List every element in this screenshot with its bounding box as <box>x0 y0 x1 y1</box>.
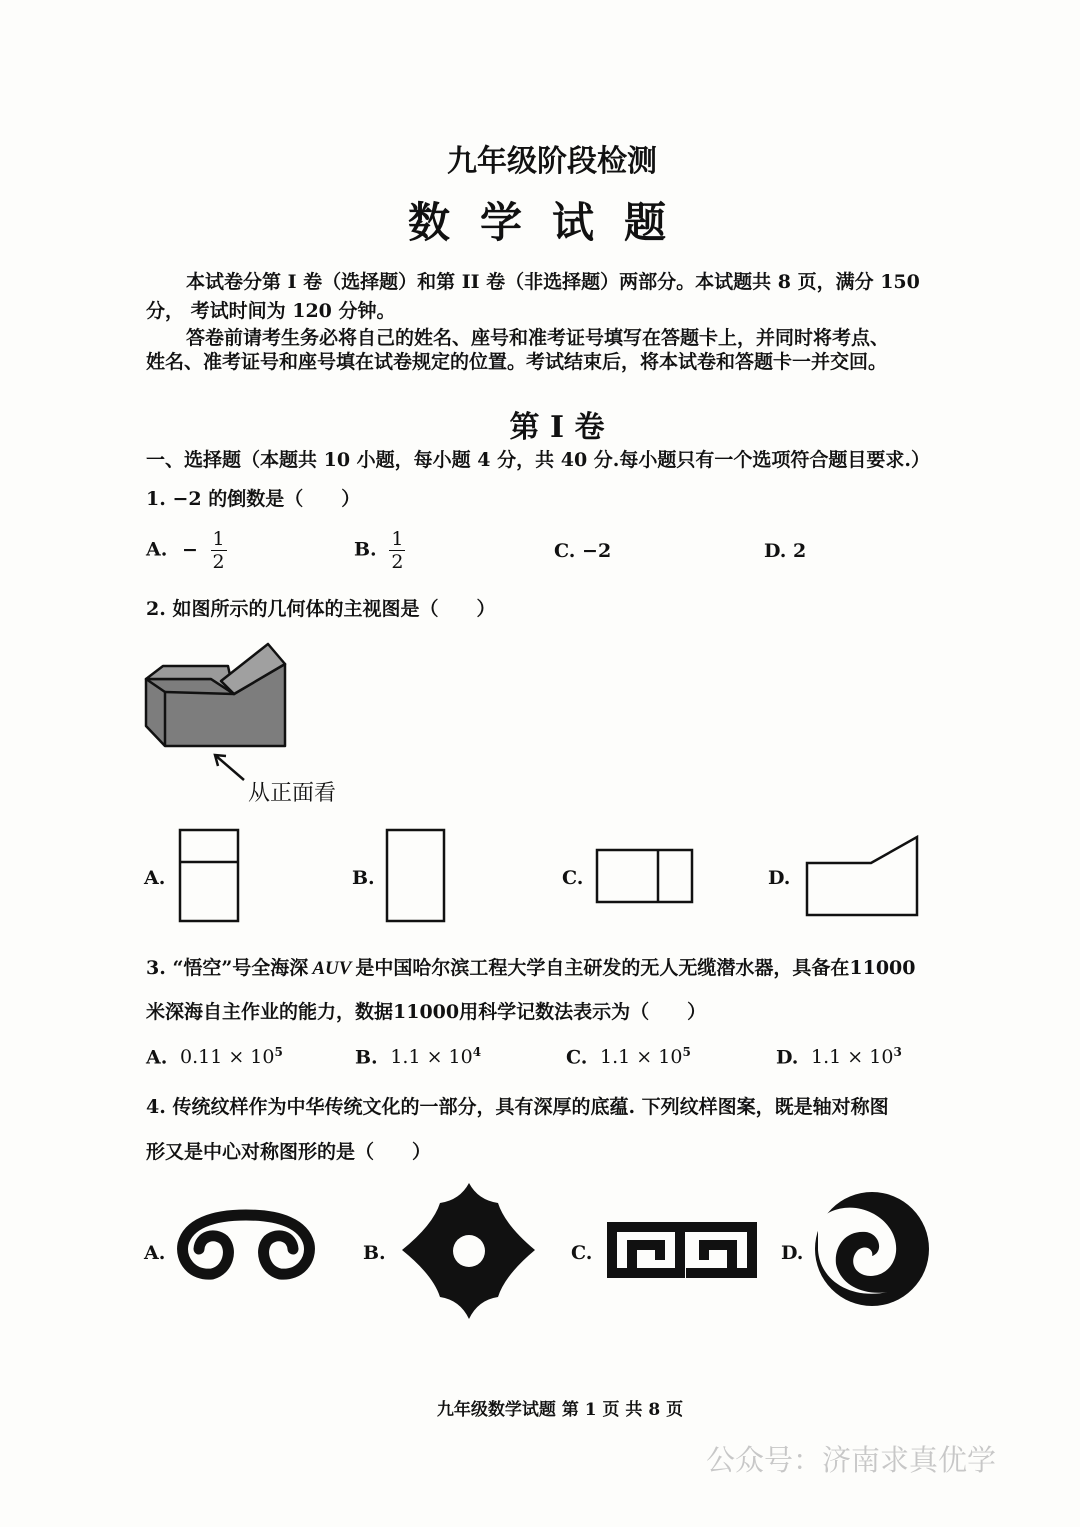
q3-c-exponent: 5 <box>682 1045 691 1059</box>
q4-option-b-star-pattern <box>402 1183 535 1319</box>
q3-line-1-pre: 3. “悟空”号全海深 <box>146 957 309 979</box>
q4-option-a: A. <box>144 1242 166 1264</box>
q3-d-exponent: 3 <box>893 1045 902 1059</box>
q3-option-d <box>776 1045 902 1068</box>
q1-a-sign: − <box>181 538 198 561</box>
q4-line-2: 形又是中心对称图形的是（ ） <box>146 1141 432 1163</box>
geometric-solid-figure <box>146 644 285 746</box>
q3-option-c <box>566 1045 691 1068</box>
q1-a-numerator: 1 <box>212 528 225 550</box>
q3-b-label: B. <box>355 1046 378 1069</box>
q1-stem: 1. −2 的倒数是（ ） <box>146 488 361 510</box>
q3-c-base: 1.1 × 10 <box>600 1046 683 1069</box>
q1-a-denominator: 2 <box>212 551 225 573</box>
intro-line-1: 本试卷分第 I 卷（选择题）和第 II 卷（非选择题）两部分。本试题共 8 页，满分 150 <box>186 271 920 293</box>
q2-option-b: B. <box>352 867 375 889</box>
q4-option-d-spiral-pattern <box>815 1192 929 1306</box>
q3-c-label: C. <box>566 1046 588 1069</box>
q1-b-numerator: 1 <box>391 528 404 550</box>
q3-d-base: 1.1 × 10 <box>811 1046 894 1069</box>
intro-line-4: 姓名、准考证号和座号填在试卷规定的位置。考试结束后，将本试卷和答题卡一并交回。 <box>146 351 888 373</box>
view-direction-arrow <box>215 755 244 780</box>
q4-option-d: D. <box>781 1242 804 1264</box>
q2-option-c-figure <box>597 850 692 902</box>
q2-option-a: A. <box>144 867 166 889</box>
exam-subtitle: 九年级阶段检测 <box>447 144 657 179</box>
q1-option-d: D. 2 <box>764 540 807 562</box>
intro-line-3: 答卷前请考生务必将自己的姓名、座号和准考证号填写在答题卡上，并同时将考点、 <box>186 327 890 349</box>
intro-line-2: 分， 考试时间为 120 分钟。 <box>146 300 396 322</box>
q2-stem: 2. 如图所示的几何体的主视图是（ ） <box>146 598 496 620</box>
q4-option-b: B. <box>363 1242 386 1264</box>
q3-a-exponent: 5 <box>274 1045 283 1059</box>
page-footer: 九年级数学试题 第 1 页 共 8 页 <box>436 1400 684 1420</box>
q1-a-label: A. <box>146 538 168 561</box>
q3-option-a <box>146 1045 283 1068</box>
exam-title: 数学试题 <box>407 198 696 247</box>
q4-line-1: 4. 传统纹样作为中华传统文化的一部分，具有深厚的底蕴. 下列纹样图案，既是轴对称图 <box>146 1096 889 1118</box>
q2-option-b-figure <box>387 830 444 921</box>
q2-option-a-figure <box>180 830 238 921</box>
q1-b-denominator: 2 <box>391 551 404 573</box>
q4-option-c: C. <box>571 1242 593 1264</box>
q3-b-base: 1.1 × 10 <box>390 1046 473 1069</box>
q2-option-c: C. <box>562 867 584 889</box>
q2-view-caption: 从正面看 <box>248 781 337 806</box>
part-title: 第 I 卷 <box>509 410 605 445</box>
q3-a-label: A. <box>146 1046 168 1069</box>
watermark: 公众号：济南求真优学 <box>706 1443 997 1477</box>
q3-option-b <box>355 1045 481 1068</box>
q3-auv: AUV <box>312 958 352 979</box>
section-heading: 一、选择题（本题共 10 小题，每小题 4 分，共 40 分.每小题只有一个选项符合题目要求.） <box>146 449 931 471</box>
q3-d-label: D. <box>776 1046 799 1069</box>
q1-option-c: C. −2 <box>554 540 612 562</box>
q3-line-1 <box>146 953 916 980</box>
q2-option-d-figure <box>807 837 917 915</box>
q1-b-label: B. <box>354 538 377 561</box>
q4-option-a-cloud-pattern <box>183 1215 310 1274</box>
q3-line-1-post: 是中国哈尔滨工程大学自主研发的无人无缆潜水器，具备在11000 <box>355 957 916 979</box>
q3-line-2: 米深海自主作业的能力，数据11000用科学记数法表示为（ ） <box>146 1001 707 1023</box>
arrow-shaft <box>215 755 244 780</box>
q3-b-exponent: 4 <box>472 1045 482 1059</box>
q4-option-c-fret-pattern <box>612 1227 752 1273</box>
q3-a-base: 0.11 × 10 <box>179 1046 275 1069</box>
q2-option-d: D. <box>768 867 791 889</box>
